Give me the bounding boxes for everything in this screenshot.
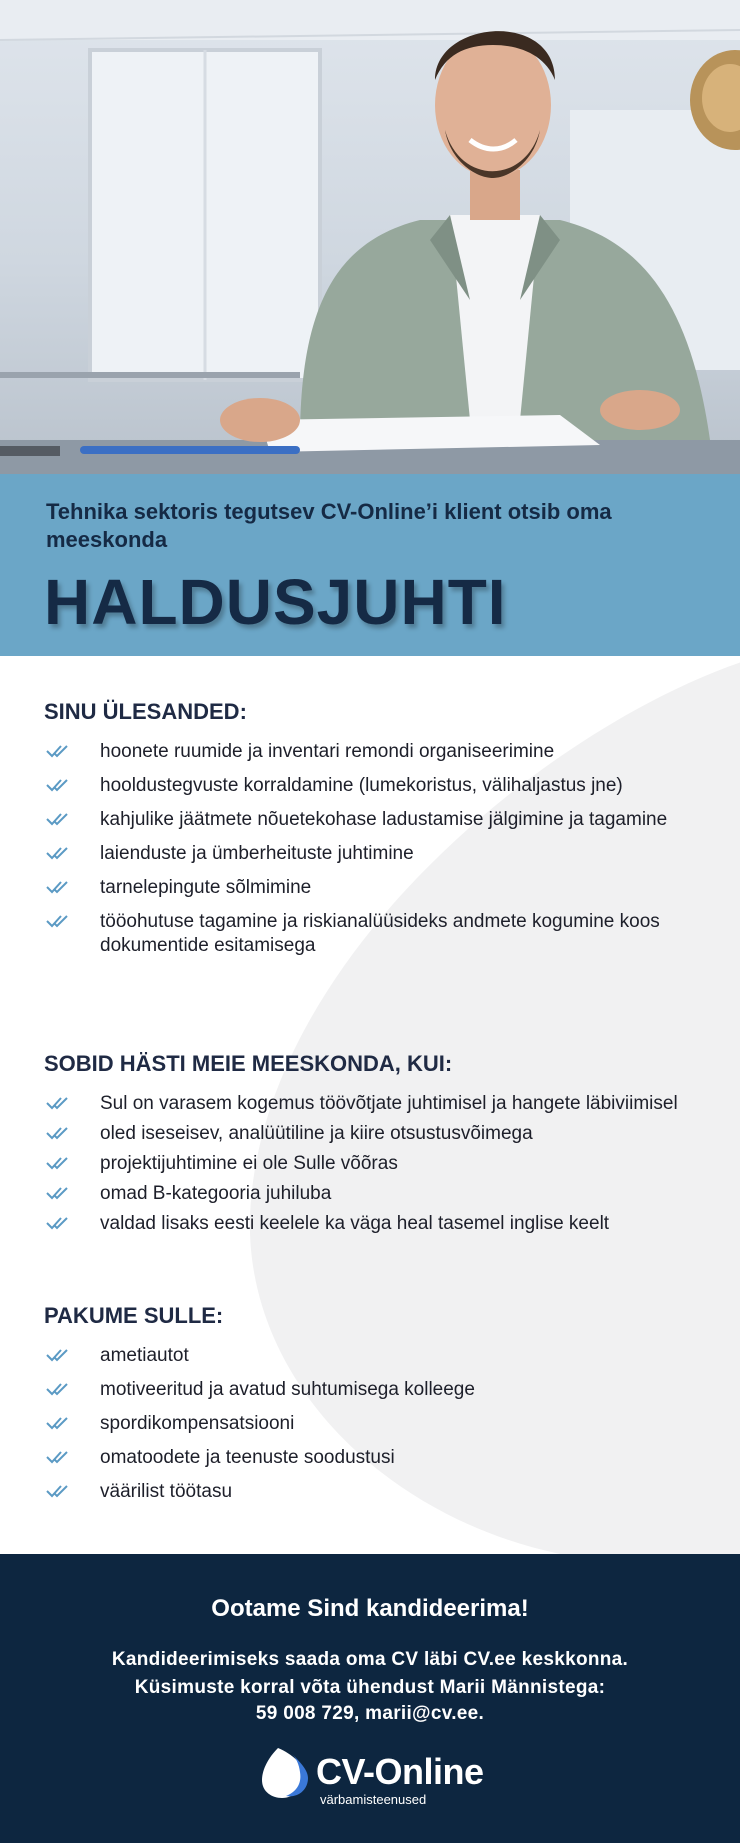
logo-brand: CV-Online — [316, 1751, 484, 1792]
contact-details: 59 008 729, marii@cv.ee. — [255, 1703, 485, 1724]
office-photo-illustration — [0, 0, 740, 474]
list-item — [44, 1092, 704, 1116]
list-item — [44, 1378, 704, 1402]
double-check-icon — [46, 1381, 68, 1397]
list-item — [44, 1412, 704, 1436]
double-check-icon — [46, 1125, 68, 1141]
list-item — [44, 774, 704, 798]
double-check-icon — [46, 1483, 68, 1499]
double-check-icon — [46, 777, 68, 793]
list-item — [44, 1480, 704, 1504]
double-check-icon — [46, 879, 68, 895]
double-check-icon — [46, 811, 68, 827]
offer-list — [44, 1344, 704, 1504]
content-area — [0, 656, 740, 1554]
call-to-action: Ootame Sind kandideerima! — [211, 1595, 529, 1622]
list-item-text: oled iseseisev, analüütiline ja kiire otsustusvõimega — [100, 1123, 533, 1144]
list-item-text: omad B-kategooria juhiluba — [100, 1183, 332, 1204]
double-check-icon — [46, 845, 68, 861]
list-item-text: hooldustegvuste korraldamine (lumekoristus, välihaljastus jne) — [100, 775, 623, 796]
logo-tagline: värbamisteenused — [320, 1792, 427, 1807]
list-item — [44, 1152, 704, 1176]
double-check-icon — [46, 1415, 68, 1431]
list-item-text: tarnelepingute sõlmimine — [100, 877, 312, 898]
footer — [0, 1554, 740, 1843]
list-item — [44, 1182, 704, 1206]
list-item — [44, 740, 704, 764]
section-title: SOBID HÄSTI MEIE MEESKONDA, KUI: — [44, 1051, 453, 1076]
title-band — [0, 474, 740, 656]
double-check-icon — [46, 1095, 68, 1111]
list-item-text: hoonete ruumide ja inventari remondi organiseerimine — [100, 741, 555, 762]
list-item — [44, 1446, 704, 1470]
double-check-icon — [46, 1347, 68, 1363]
list-item — [44, 1212, 704, 1236]
section-requirements — [44, 1050, 704, 1242]
list-item-text: spordikompensatsiooni — [100, 1413, 295, 1434]
double-check-icon — [46, 913, 68, 929]
double-check-icon — [46, 743, 68, 759]
section-offer — [44, 1302, 704, 1514]
hero-photo — [0, 0, 740, 474]
list-item-text: projektijuhtimine ei ole Sulle võõras — [100, 1153, 398, 1174]
double-check-icon — [46, 1185, 68, 1201]
list-item — [44, 876, 704, 900]
double-check-icon — [46, 1215, 68, 1231]
list-item-text: omatoodete ja teenuste soodustusi — [100, 1447, 395, 1468]
intro-text: Tehnika sektoris tegutsev CV-Online’i klient otsib oma meeskonda — [46, 499, 612, 552]
list-item-text: kahjulike jäätmete nõuetekohase ladustamise jälgimine ja tagamine — [100, 809, 668, 830]
section-tasks — [44, 698, 704, 968]
list-item-text: motiveeritud ja avatud suhtumisega kolleege — [100, 1379, 475, 1400]
requirements-list — [44, 1092, 704, 1236]
list-item-text: ametiautot — [100, 1345, 189, 1366]
apply-text: Kandideerimiseks saada oma CV läbi CV.ee keskkonna. — [111, 1649, 629, 1670]
list-item-text: Sul on varasem kogemus töövõtjate juhtimisel ja hangete läbiviimisel — [100, 1093, 678, 1114]
list-item — [44, 1344, 704, 1368]
job-title: HALDUSJUHTI — [44, 566, 507, 638]
double-check-icon — [46, 1449, 68, 1465]
list-item — [44, 910, 704, 958]
list-item — [44, 1122, 704, 1146]
section-title: PAKUME SULLE: — [44, 1303, 224, 1328]
list-item-text: väärilist töötasu — [100, 1481, 233, 1502]
cv-online-logo — [258, 1744, 488, 1814]
list-item — [44, 842, 704, 866]
double-check-icon — [46, 1155, 68, 1171]
contact-text: Küsimuste korral võta ühendust Marii Männistega: — [134, 1677, 606, 1698]
section-title: SINU ÜLESANDED: — [44, 699, 247, 724]
list-item-text: laienduste ja ümberheituste juhtimine — [100, 843, 414, 864]
list-item — [44, 808, 704, 832]
cv-online-drop-logo-icon — [258, 1744, 314, 1800]
list-item-text: valdad lisaks eesti keelele ka väga heal tasemel inglise keelt — [100, 1213, 610, 1234]
task-list — [44, 740, 704, 958]
list-item-text: tööohutuse tagamine ja riskianalüüsideks andmete kogumine koos dokumentide esitamisega — [100, 911, 660, 956]
